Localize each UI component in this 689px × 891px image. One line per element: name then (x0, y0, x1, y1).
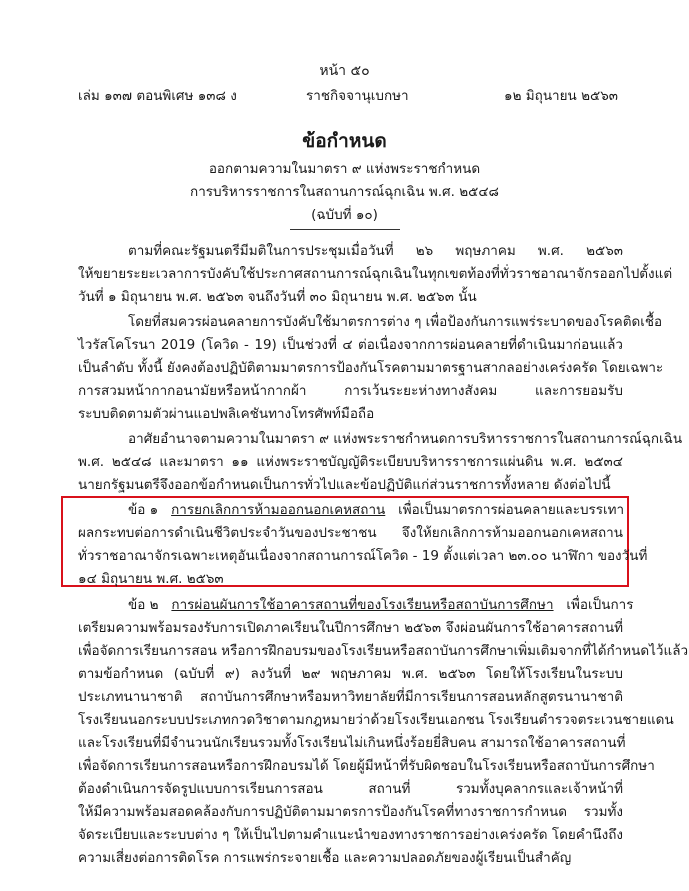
preamble-p1-line: ตามที่คณะรัฐมนตรีมีมติในการประชุมเมื่อวันที่ ๒๖ พฤษภาคม พ.ศ. ๒๕๖๓ (128, 243, 623, 259)
running-header (78, 84, 618, 104)
clause1-text: เพื่อเป็นมาตรการผ่อนคลายและบรรเทา (398, 502, 625, 518)
preamble-p2-line: โดยที่สมควรผ่อนคลายการบังคับใช้มาตรการต่าง ๆ เพื่อป้องกันการแพร่ระบาดของโรคติดเชื้อ (128, 314, 663, 330)
clause2-line: ให้มีความพร้อมสอดคล้องกับการปฏิบัติตามมาตรการป้องกันโรคที่ทางราชการกำหนด รวมทั้ง (78, 804, 623, 820)
clause2-line: โรงเรียนนอกระบบประเภทกวดวิชาตามกฎหมายว่าด้วยโรงเรียนเอกชน โรงเรียนตำรวจตระเวนชายแดน (78, 712, 674, 728)
clause2-line1 (128, 596, 634, 615)
page-number: หน้า ๕๐ (319, 63, 370, 79)
gazette-name: ราชกิจจานุเบกษา (306, 88, 409, 104)
clause2-line: เพื่อจัดการเรียนการสอน หรือการฝึกอบรมของโรงเรียนหรือสถาบันการศึกษาเพิ่มเติมจากที่ได้กำหนดไว้แล้ว (78, 643, 689, 659)
clause1-number: ข้อ ๑ (128, 502, 159, 518)
preamble-p2-line: ระบบติดตามตัวผ่านแอปพลิเคชันทางโทรศัพท์มือถือ (78, 406, 375, 422)
preamble-p2-line: ไวรัสโคโรนา 2019 (โควิด - 19) เป็นช่วงที่ ๔ ต่อเนื่องจากการผ่อนคลายที่ดำเนินมาก่อนแล้ว (78, 337, 623, 353)
clause1-line1 (128, 501, 623, 520)
preamble-p3-line: อาศัยอำนาจตามความในมาตรา ๙ แห่งพระราชกำหนดการบริหารราชการในสถานการณ์ฉุกเฉิน (128, 431, 683, 447)
clause2-line: และโรงเรียนที่มีจำนวนนักเรียนรวมทั้งโรงเรียนไม่เกินหนึ่งร้อยยี่สิบคน สามารถใช้อาคารสถานที่ (78, 735, 626, 751)
preamble-p2-line: เป็นลำดับ ทั้งนี้ ยังคงต้องปฏิบัติตามมาตรการป้องกันโรคตามมาตรฐานสากลอย่างเคร่งครัด โดยเฉพาะ (78, 360, 664, 376)
preamble-p1-line: ให้ขยายระยะเวลาการบังคับใช้ประกาศสถานการณ์ฉุกเฉินในทุกเขตท้องที่ทั่วราชอาณาจักรออกไปตั้งแต่ (78, 266, 673, 282)
preamble-p3-line: พ.ศ. ๒๕๔๘ และมาตรา ๑๑ แห่งพระราชบัญญัติระเบียบบริหารราชการแผ่นดิน พ.ศ. ๒๕๓๔ (78, 454, 623, 470)
clause1-line: ผลกระทบต่อการดำเนินชีวิตประจำวันของประชาชน จึงให้ยกเลิกการห้ามออกนอกเคหสถาน (78, 525, 623, 541)
preamble-p3-line: นายกรัฐมนตรีจึงออกข้อกำหนดเป็นการทั่วไปและข้อปฏิบัติแก่ส่วนราชการทั้งหลาย ดังต่อไปนี้ (78, 477, 611, 493)
clause1-line: ทั่วราชอาณาจักรเฉพาะเหตุอันเนื่องจากสถานการณ์โควิด - 19 ตั้งแต่เวลา ๒๓.๐๐ นาฬิกา ของวันที่ (78, 548, 648, 564)
subtitle-issue-number: (ฉบับที่ ๑๐) (311, 207, 378, 223)
clause2-line: เตรียมความพร้อมรองรับการเปิดภาคเรียนในปีการศึกษา ๒๕๖๓ จึงผ่อนผันการใช้อาคารสถานที่ (78, 620, 623, 636)
clause2-number: ข้อ ๒ (128, 597, 159, 613)
clause2-line: เพื่อจัดการเรียนการสอนหรือการฝึกอบรมได้ โดยผู้มีหน้าที่รับผิดชอบในโรงเรียนหรือสถาบันการศึกษา (78, 758, 655, 774)
volume-issue: เล่ม ๑๓๗ ตอนพิเศษ ๑๓๘ ง (78, 88, 237, 104)
subtitle-authority: ออกตามความในมาตรา ๙ แห่งพระราชกำหนด (208, 161, 481, 177)
preamble-p2-line: การสวมหน้ากากอนามัยหรือหน้ากากผ้า การเว้นระยะห่างทางสังคม และการยอมรับ (78, 383, 623, 399)
clause2-heading: การผ่อนผันการใช้อาคารสถานที่ของโรงเรียนหรือสถาบันการศึกษา (171, 597, 554, 613)
publication-date: ๑๒ มิถุนายน ๒๕๖๓ (504, 88, 618, 104)
document-title: ข้อกำหนด (302, 130, 387, 152)
title-divider (290, 229, 400, 230)
clause1-heading: การยกเลิกการห้ามออกนอกเคหสถาน (171, 502, 386, 518)
clause2-line: ตามข้อกำหนด (ฉบับที่ ๙) ลงวันที่ ๒๙ พฤษภาคม พ.ศ. ๒๕๖๓ โดยให้โรงเรียนในระบบ (78, 666, 623, 682)
clause1-line: ๑๔ มิถุนายน พ.ศ. ๒๕๖๓ (78, 571, 224, 587)
subtitle-act: การบริหารราชการในสถานการณ์ฉุกเฉิน พ.ศ. ๒๕๔๘ (190, 184, 499, 200)
clause2-line: จัดระเบียบและระบบต่าง ๆ ให้เป็นไปตามคำแนะนำของทางราชการอย่างเคร่งครัด โดยคำนึงถึง (78, 827, 623, 843)
clause2-line: ประเภทนานาชาติ สถาบันการศึกษาหรือมหาวิทยาลัยที่มีการเรียนการสอนหลักสูตรนานาชาติ (78, 689, 623, 705)
clause2-text: เพื่อเป็นการ (566, 597, 634, 613)
clause2-line: ความเสี่ยงต่อการติดโรค การแพร่กระจายเชื้อ และความปลอดภัยของผู้เรียนเป็นสำคัญ (78, 850, 572, 866)
preamble-p1-line: วันที่ ๑ มิถุนายน พ.ศ. ๒๕๖๓ จนถึงวันที่ ๓๐ มิถุนายน พ.ศ. ๒๕๖๓ นั้น (78, 289, 477, 305)
clause2-line: ต้องดำเนินการจัดรูปแบบการเรียนการสอน สถานที่ รวมทั้งบุคลากรและเจ้าหน้าที่ (78, 781, 623, 797)
